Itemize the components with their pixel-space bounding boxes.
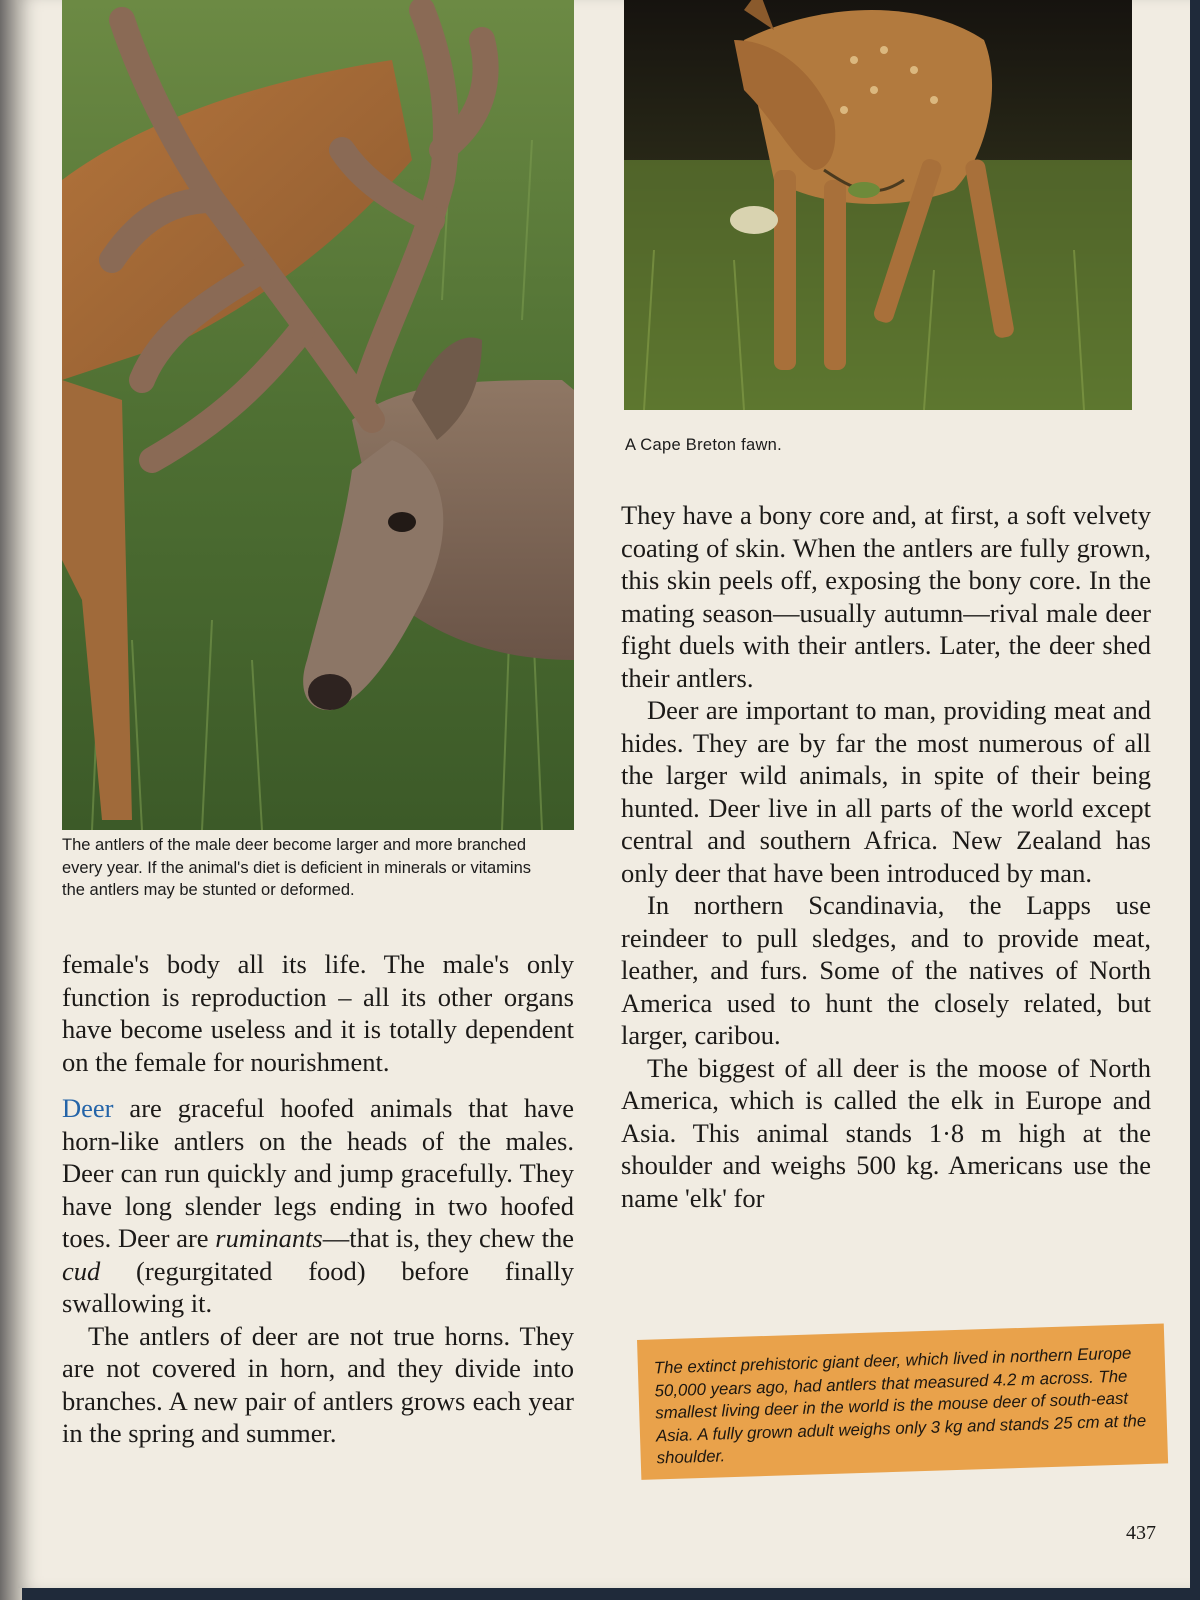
deer-intro-text-a: are graceful hoofed animals that have horn-like antlers on the heads of the males. Deer can run quickly and jump gracefully. They have long slender legs ending in two hoofed toes. Deer are — [62, 1093, 574, 1253]
book-page — [18, 0, 1190, 1588]
cud-term: cud — [62, 1255, 101, 1286]
fact-box-text: The extinct prehistoric giant deer, which lived in northern Europe 50,000 years ago, had antlers that measured 4.2 m across. The smallest living deer in the world is the mouse deer of south-east Asia. A fully grown adult weighs only 3 kg and stands 25 cm at the shoulder. — [653, 1343, 1147, 1468]
paragraph-deer-intro — [62, 1092, 574, 1320]
paragraph-importance-to-man: Deer are important to man, providing meat and hides. They are by far the most numerous of all the larger wild animals, in spite of their being hunted. Deer live in all parts of the world except central and southern Africa. New Zealand has only deer that have been introduced by man. — [621, 695, 1151, 888]
paragraph-female-body: female's body all its life. The male's only function is reproduction – all its other organs have become useless and it is totally dependent on the female for nourishment. — [62, 949, 574, 1077]
deer-entry-term: Deer — [62, 1093, 114, 1123]
fawn-photo-caption: A Cape Breton fawn. — [625, 436, 783, 454]
paragraph-bony-core: They have a bony core and, at first, a soft velvety coating of skin. When the antlers are fully grown, this skin peels off, exposing the bony core. In the mating season—usually autumn—rival male deer fight duels with their antlers. Later, the deer shed their antlers. — [621, 500, 1151, 693]
paragraph-moose: The biggest of all deer is the moose of North America, which is called the elk in Europe and Asia. This animal stands 1·8 m high at the shoulder and weighs 500 kg. Americans use the name 'elk' for — [621, 1052, 1151, 1213]
right-text-column — [621, 499, 1151, 1214]
fawn-illustration — [624, 0, 1132, 410]
stag-with-antlers-photo — [62, 0, 574, 830]
fact-box — [637, 1323, 1168, 1479]
deer-intro-text-c: (regurgitated food) before finally swallowing it. — [62, 1255, 574, 1318]
paragraph-scandinavia: In northern Scandinavia, the Lapps use reindeer to pull sledges, and to provide meat, leather, and furs. Some of the natives of North America used to hunt the closely related, but larger, caribou. — [621, 890, 1151, 1050]
page-number: 437 — [1126, 1522, 1156, 1544]
ruminants-term: ruminants — [215, 1223, 323, 1253]
cape-breton-fawn-photo — [624, 0, 1132, 410]
left-text-column — [62, 948, 574, 1450]
paragraph-antlers: The antlers of deer are not true horns. They are not covered in horn, and they divide into branches. A new pair of antlers grows each year in the spring and summer. — [62, 1320, 574, 1448]
stag-photo-caption: The antlers of the male deer become larger and more branched every year. If the animal's diet is deficient in minerals or vitamins the antlers may be stunted or deformed. — [62, 836, 532, 899]
deer-intro-text-b: —that is, they chew the — [322, 1223, 574, 1253]
stag-illustration — [62, 0, 574, 830]
